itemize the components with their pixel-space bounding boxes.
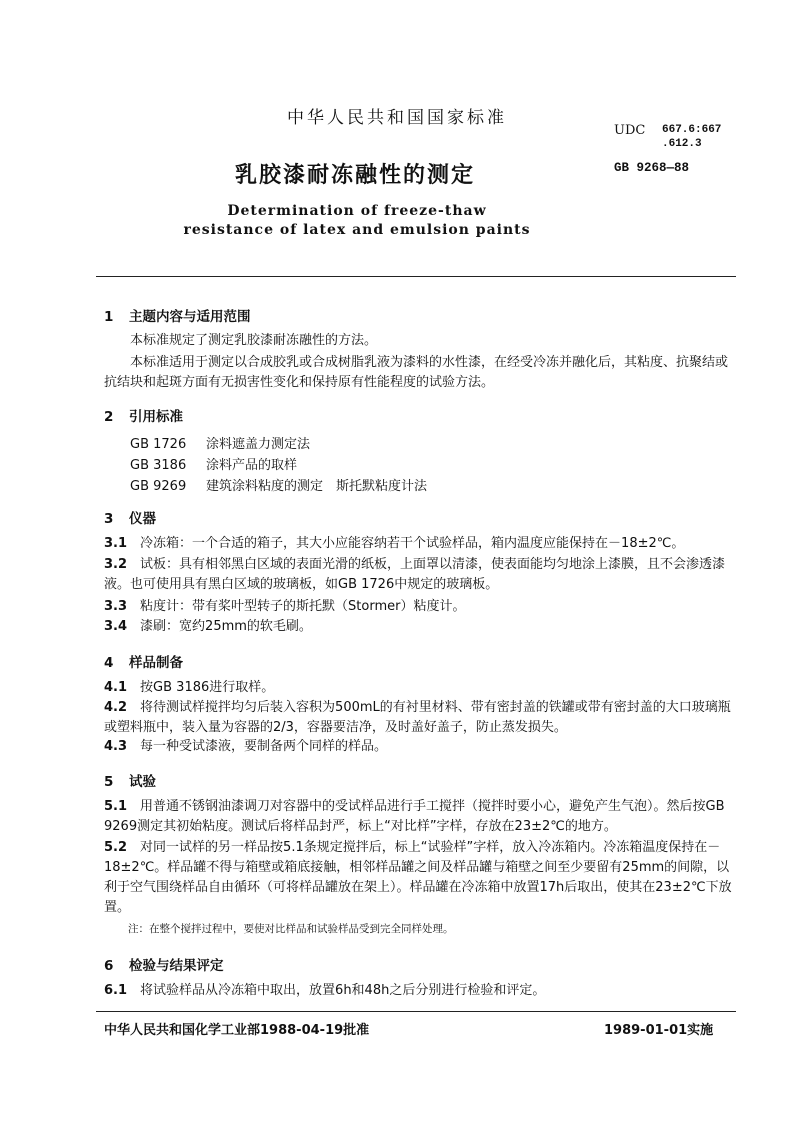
title-english-line-2: resistance of latex and emulsion paints bbox=[183, 222, 531, 238]
reference-item bbox=[130, 475, 427, 494]
clause-number: 3.4 bbox=[104, 619, 128, 634]
section-title: 引用标准 bbox=[129, 409, 183, 425]
section-title: 仪器 bbox=[129, 511, 156, 527]
udc-value-line-2: .612.3 bbox=[662, 138, 702, 150]
reference-text: 涂料产品的取样 bbox=[206, 458, 298, 473]
section-1-heading bbox=[104, 305, 251, 325]
clause-text: 漆刷：宽约25mm的软毛刷。 bbox=[140, 619, 312, 634]
clause-text: 粘度计：带有桨叶型转子的斯托默（Stormer）粘度计。 bbox=[140, 599, 466, 614]
section-title: 试验 bbox=[129, 774, 156, 790]
gb-code: GB 9268—88 bbox=[614, 161, 690, 175]
clause-number: 3.2 bbox=[104, 557, 128, 572]
clause-number: 3.3 bbox=[104, 599, 128, 614]
reference-item bbox=[130, 433, 310, 452]
clause-5-2 bbox=[104, 838, 740, 918]
section-1-para-1: 本标准规定了测定乳胶漆耐冻融性的方法。 bbox=[130, 333, 378, 348]
clause-3-1 bbox=[104, 534, 740, 554]
clause-number: 5.1 bbox=[104, 799, 128, 814]
clause-3-2 bbox=[104, 555, 740, 595]
footer-divider bbox=[96, 1011, 736, 1012]
section-title: 检验与结果评定 bbox=[129, 958, 224, 974]
clause-text: 试板：具有相邻黑白区域的表面光滑的纸板，上面罩以清漆，使表面能均匀地涂上漆膜，且不会渗透漆液。也可使用具有黑白区域的玻璃板，如GB 1726中规定的玻璃板。 bbox=[104, 557, 726, 592]
section-5-heading bbox=[104, 770, 156, 790]
title-chinese: 乳胶漆耐冻融性的测定 bbox=[234, 163, 475, 188]
section-2-heading bbox=[104, 405, 183, 425]
section-number: 6 bbox=[104, 958, 114, 974]
section-number: 3 bbox=[104, 511, 114, 527]
clause-text: 将试验样品从冷冻箱中取出，放置6h和48h之后分别进行检验和评定。 bbox=[140, 983, 546, 998]
clause-4-2 bbox=[104, 698, 740, 738]
clause-5-1 bbox=[104, 797, 740, 837]
clause-6-1 bbox=[104, 981, 740, 1001]
section-1-para-2: 本标准适用于测定以合成胶乳或合成树脂乳液为漆料的水性漆，在经受冷冻并融化后，其粘度、抗聚结或抗结块和起斑方面有无损害性变化和保持原有性能程度的试验方法。 bbox=[104, 355, 729, 390]
reference-item bbox=[130, 454, 297, 473]
clause-text: 用普通不锈钢油漆调刀对容器中的受试样品进行手工搅拌（搅拌时要小心，避免产生气泡）。然后按GB 9269测定其初始粘度。测试后将样品封严，标上“对比样”字样，存放在23±2℃的地方。 bbox=[104, 799, 725, 834]
clause-number: 3.1 bbox=[104, 536, 128, 551]
section-number: 1 bbox=[104, 309, 114, 325]
national-standard-heading: 中华人民共和国国家标准 bbox=[287, 108, 507, 128]
reference-code: GB 3186 bbox=[130, 458, 187, 473]
clause-number: 5.2 bbox=[104, 840, 128, 855]
note-text: 注：在整个搅拌过程中，要使对比样品和试验样品受到完全同样处理。 bbox=[128, 923, 454, 935]
clause-text: 按GB 3186进行取样。 bbox=[140, 680, 275, 695]
section-title: 主题内容与适用范围 bbox=[129, 309, 251, 325]
section-4-heading bbox=[104, 651, 183, 671]
section-title: 样品制备 bbox=[129, 655, 183, 671]
udc-value bbox=[662, 123, 721, 151]
clause-text: 对同一试样的另一样品按5.1条规定搅拌后，标上“试验样”字样，放入冷冻箱内。冷冻箱温度保持在－18±2℃。样品罐不得与箱壁或箱底接触，相邻样品罐之间及样品罐与箱壁之间至少要留有25mm的间隙，以利于空气围绕样品自由循环（可将样品罐放在架上）。样品罐在冷冻箱中放置17h后取出，使其在23±2℃下放置。 bbox=[104, 840, 732, 915]
clause-3-4 bbox=[104, 617, 740, 637]
title-english-line-1: Determination of freeze-thaw bbox=[227, 203, 487, 219]
clause-text: 每一种受试漆液，要制备两个同样的样品。 bbox=[140, 739, 388, 754]
udc-value-line-1: 667.6:667 bbox=[662, 124, 722, 136]
implementation-date: 1989-01-01实施 bbox=[604, 1023, 714, 1038]
section-number: 5 bbox=[104, 774, 114, 790]
reference-text: 涂料遮盖力测定法 bbox=[206, 437, 311, 452]
clause-text: 将待测试样搅拌均匀后装入容积为500mL的有衬里材料、带有密封盖的铁罐或带有密封盖的大口玻璃瓶或塑料瓶中，装入量为容器的2/3，容器要洁净，及时盖好盖子，防止蒸发损失。 bbox=[104, 700, 731, 735]
clause-number: 4.2 bbox=[104, 700, 128, 715]
reference-code: GB 9269 bbox=[130, 479, 187, 494]
clause-text: 冷冻箱：一个合适的箱子，其大小应能容纳若干个试验样品，箱内温度应能保持在－18±2℃。 bbox=[140, 536, 685, 551]
udc-label: UDC bbox=[614, 123, 646, 138]
reference-code: GB 1726 bbox=[130, 437, 187, 452]
reference-text: 建筑涂料粘度的测定 斯托默粘度计法 bbox=[206, 479, 428, 494]
section-number: 2 bbox=[104, 409, 114, 425]
approval-text: 中华人民共和国化学工业部1988-04-19批准 bbox=[104, 1023, 370, 1038]
clause-number: 4.1 bbox=[104, 680, 128, 695]
clause-number: 4.3 bbox=[104, 739, 128, 754]
clause-4-1 bbox=[104, 678, 740, 698]
section-6-heading bbox=[104, 954, 224, 974]
header-divider bbox=[96, 276, 736, 277]
clause-4-3 bbox=[104, 737, 740, 757]
clause-number: 6.1 bbox=[104, 983, 128, 998]
clause-3-3 bbox=[104, 597, 740, 617]
section-number: 4 bbox=[104, 655, 114, 671]
section-3-heading bbox=[104, 507, 156, 527]
